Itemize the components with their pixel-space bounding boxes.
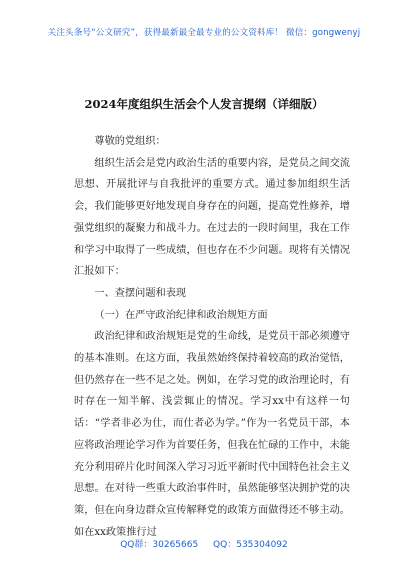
document-body [74,118,350,543]
header-promo-note: 关注头条号“公文研究”，获得最新最全最专业的公文资料库！ 微信：gongwenyj [47,28,361,38]
salutation: 尊敬的党组织： [94,136,166,147]
intro-paragraph: 组织生活会是党内政治生活的重要内容，是党员之间交流思想、开展批评与自我批评的重要方式。通过参加组织生活会，我们能够更好地发现自身存在的问题，提高党性修养，增强党组织的凝聚力和战斗力。在过去的一段时间里，我在工作和学习中取得了一些成绩，但也存在不少问题。现将有关情况汇报如下： [74,157,350,278]
document-title: 2024年度组织生活会个人发言提纲（详细版） [84,97,324,111]
section-heading: 一、查摆问题和表现 [94,287,187,299]
footer-contact: QQ群：30265665 QQ：535304092 [120,540,288,550]
body-paragraph: 政治纪律和政治规矩是党的生命线，是党员干部必须遵守的基本准则。在这方面，我虽然始终保持着较高的政治觉悟，但仍然存在一些不足之处。例如，在学习党的政治理论时，有时存在一知半解、浅尝辄止的情况。学习xx中有这样一句话：“学者非必为仕，而仕者必为学。”作为一名党员干部，本应将政治理论学习作为首要任务，但我在忙碌的工作中，未能充分利用碎片化时间深入学习习近平新时代中国特色社会主义思想。在对待一些重大政治事件时，虽然能够坚决拥护党的决策，但在向身边群众宣传解释党的政策方面做得还不够主动。如在xx政策推行过 [74,331,350,538]
subsection-heading: （一）在严守政治纪律和政治规矩方面 [94,309,268,321]
